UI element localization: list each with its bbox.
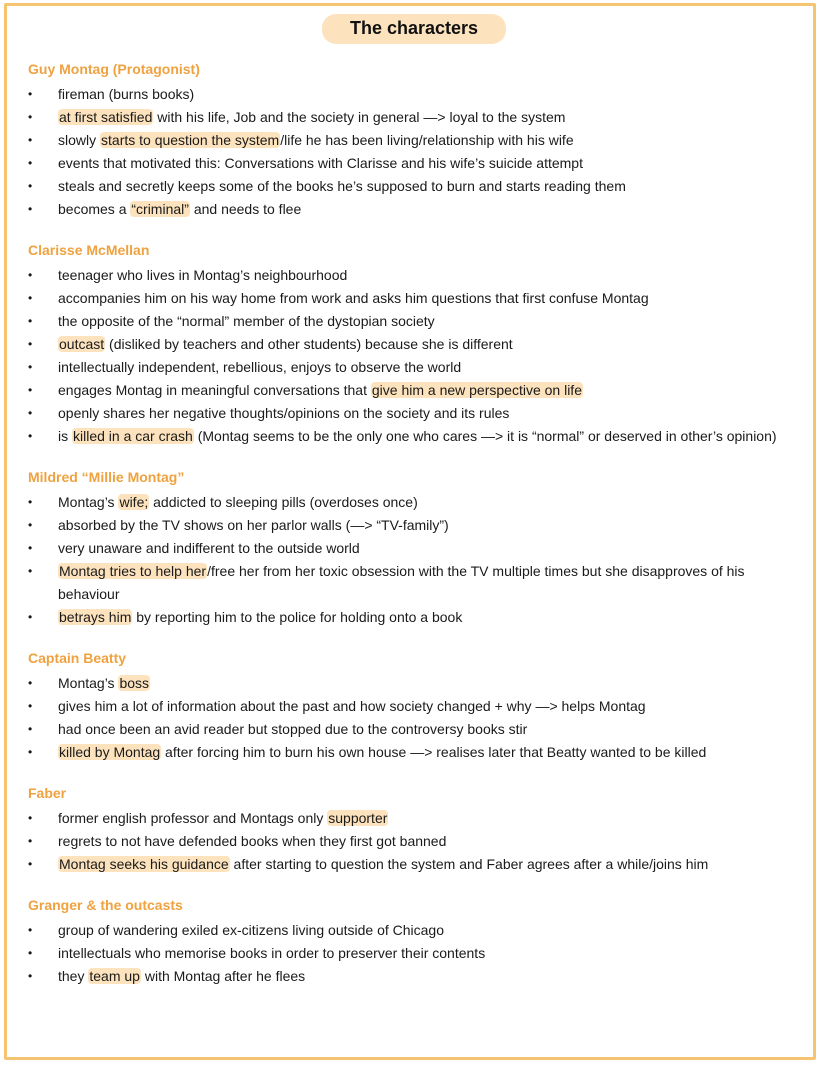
bullet-icon: • bbox=[28, 337, 33, 351]
item-text: intellectuals who memorise books in order to preserver their contents bbox=[58, 945, 486, 961]
item-text: (disliked by teachers and other students) because she is different bbox=[105, 336, 513, 352]
bullet-icon: • bbox=[28, 156, 33, 170]
highlighted-text: killed in a car crash bbox=[73, 428, 193, 444]
list-item bbox=[28, 333, 798, 356]
list-item bbox=[28, 741, 798, 764]
item-text: slowly bbox=[58, 132, 101, 148]
character-section bbox=[28, 897, 798, 988]
list-item bbox=[28, 965, 798, 988]
bullet-icon: • bbox=[28, 969, 33, 983]
list-item bbox=[28, 287, 798, 310]
character-section bbox=[28, 61, 798, 221]
bullet-icon: • bbox=[28, 834, 33, 848]
list-item bbox=[28, 491, 798, 514]
bullet-icon: • bbox=[28, 722, 33, 736]
bullet-icon: • bbox=[28, 202, 33, 216]
item-text: very unaware and indifferent to the outside world bbox=[58, 540, 360, 556]
section-heading: Granger & the outcasts bbox=[28, 897, 183, 913]
item-text: former english professor and Montags only bbox=[58, 810, 328, 826]
list-item bbox=[28, 425, 798, 448]
list-item bbox=[28, 152, 798, 175]
bullet-list bbox=[28, 807, 798, 876]
bullet-list bbox=[28, 672, 798, 764]
list-item bbox=[28, 853, 798, 876]
section-heading: Captain Beatty bbox=[28, 650, 127, 666]
item-text: Montag’s bbox=[58, 494, 119, 510]
bullet-icon: • bbox=[28, 564, 33, 578]
bullet-icon: • bbox=[28, 360, 33, 374]
highlighted-text: give him a new perspective on life bbox=[371, 382, 582, 398]
item-text: gives him a lot of information about the past and how society changed + why —> helps Montag bbox=[58, 698, 646, 714]
list-item bbox=[28, 402, 798, 425]
section-heading: Clarisse McMellan bbox=[28, 242, 150, 258]
list-item bbox=[28, 198, 798, 221]
item-text: they bbox=[58, 968, 89, 984]
bullet-icon: • bbox=[28, 676, 33, 690]
highlighted-text: killed by Montag bbox=[59, 744, 161, 760]
item-text: steals and secretly keeps some of the books he’s supposed to burn and starts reading them bbox=[58, 178, 626, 194]
list-item bbox=[28, 264, 798, 287]
bullet-icon: • bbox=[28, 87, 33, 101]
list-item bbox=[28, 919, 798, 942]
bullet-list bbox=[28, 919, 798, 988]
item-text: regrets to not have defended books when they first got banned bbox=[58, 833, 447, 849]
item-text: events that motivated this: Conversations with Clarisse and his wife’s suicide attempt bbox=[58, 155, 583, 171]
bullet-icon: • bbox=[28, 923, 33, 937]
list-item bbox=[28, 310, 798, 333]
item-text: and needs to flee bbox=[189, 201, 302, 217]
item-text: after forcing him to burn his own house —> realises later that Beatty wanted to be killed bbox=[161, 744, 707, 760]
list-item bbox=[28, 514, 798, 537]
character-section bbox=[28, 785, 798, 876]
item-text: had once been an avid reader but stopped due to the controversy books stir bbox=[58, 721, 528, 737]
list-item bbox=[28, 695, 798, 718]
list-item bbox=[28, 379, 798, 402]
section-heading: Faber bbox=[28, 785, 67, 801]
bullet-icon: • bbox=[28, 429, 33, 443]
bullet-icon: • bbox=[28, 745, 33, 759]
bullet-icon: • bbox=[28, 383, 33, 397]
item-text: (Montag seems to be the only one who cares —> it is “normal” or deserved in other’s opinion) bbox=[193, 428, 777, 444]
item-text: addicted to sleeping pills (overdoses once) bbox=[149, 494, 418, 510]
item-text: by reporting him to the police for holding onto a book bbox=[132, 609, 463, 625]
item-text: openly shares her negative thoughts/opinions on the society and its rules bbox=[58, 405, 510, 421]
list-item bbox=[28, 560, 798, 606]
bullet-icon: • bbox=[28, 811, 33, 825]
item-text: /free her from her toxic obsession with the TV multiple times but she disapproves of his behaviour bbox=[58, 563, 745, 602]
list-item bbox=[28, 175, 798, 198]
highlighted-text: supporter bbox=[328, 810, 388, 826]
list-item bbox=[28, 106, 798, 129]
list-item bbox=[28, 672, 798, 695]
character-list bbox=[28, 61, 798, 1009]
list-item bbox=[28, 807, 798, 830]
bullet-icon: • bbox=[28, 518, 33, 532]
character-section bbox=[28, 650, 798, 764]
character-section bbox=[28, 242, 798, 448]
highlighted-text: betrays him bbox=[59, 609, 132, 625]
bullet-icon: • bbox=[28, 110, 33, 124]
section-heading: Guy Montag (Protagonist) bbox=[28, 61, 200, 77]
list-item bbox=[28, 356, 798, 379]
bullet-icon: • bbox=[28, 495, 33, 509]
character-section bbox=[28, 469, 798, 629]
list-item bbox=[28, 537, 798, 560]
bullet-list bbox=[28, 491, 798, 629]
item-text: absorbed by the TV shows on her parlor walls (—> “TV-family”) bbox=[58, 517, 449, 533]
highlighted-text: team up bbox=[89, 968, 140, 984]
bullet-icon: • bbox=[28, 314, 33, 328]
list-item bbox=[28, 718, 798, 741]
title-wrapper bbox=[0, 14, 828, 44]
highlighted-text: at first satisfied bbox=[59, 109, 153, 125]
item-text: with his life, Job and the society in general —> loyal to the system bbox=[153, 109, 566, 125]
item-text: is bbox=[58, 428, 72, 444]
list-item bbox=[28, 942, 798, 965]
highlighted-text: Montag tries to help her bbox=[59, 563, 207, 579]
item-text: accompanies him on his way home from work and asks him questions that first confuse Montag bbox=[58, 290, 649, 306]
bullet-icon: • bbox=[28, 406, 33, 420]
item-text: after starting to question the system and Faber agrees after a while/joins him bbox=[229, 856, 709, 872]
bullet-icon: • bbox=[28, 857, 33, 871]
item-text: becomes a bbox=[58, 201, 131, 217]
bullet-icon: • bbox=[28, 179, 33, 193]
list-item bbox=[28, 129, 798, 152]
item-text: group of wandering exiled ex-citizens living outside of Chicago bbox=[58, 922, 444, 938]
bullet-icon: • bbox=[28, 699, 33, 713]
list-item bbox=[28, 830, 798, 853]
section-heading: Mildred “Millie Montag” bbox=[28, 469, 185, 485]
item-text: the opposite of the “normal” member of the dystopian society bbox=[58, 313, 435, 329]
list-item bbox=[28, 606, 798, 629]
list-item bbox=[28, 83, 798, 106]
highlighted-text: Montag seeks his guidance bbox=[59, 856, 229, 872]
item-text: fireman (burns books) bbox=[58, 86, 195, 102]
bullet-icon: • bbox=[28, 268, 33, 282]
bullet-icon: • bbox=[28, 946, 33, 960]
highlighted-text: starts to question the system bbox=[101, 132, 280, 148]
bullet-list bbox=[28, 264, 798, 448]
item-text: Montag’s bbox=[58, 675, 119, 691]
bullet-list bbox=[28, 83, 798, 221]
item-text: teenager who lives in Montag’s neighbourhood bbox=[58, 267, 348, 283]
bullet-icon: • bbox=[28, 291, 33, 305]
item-text: with Montag after he flees bbox=[140, 968, 306, 984]
highlighted-text: outcast bbox=[59, 336, 105, 352]
highlighted-text: wife; bbox=[119, 494, 149, 510]
item-text: engages Montag in meaningful conversations that bbox=[58, 382, 371, 398]
highlighted-text: boss bbox=[119, 675, 150, 691]
item-text: /life he has been living/relationship with his wife bbox=[280, 132, 574, 148]
highlighted-text: “criminal” bbox=[131, 201, 189, 217]
bullet-icon: • bbox=[28, 610, 33, 624]
item-text: intellectually independent, rebellious, enjoys to observe the world bbox=[58, 359, 462, 375]
bullet-icon: • bbox=[28, 133, 33, 147]
bullet-icon: • bbox=[28, 541, 33, 555]
page-title: The characters bbox=[322, 14, 506, 44]
